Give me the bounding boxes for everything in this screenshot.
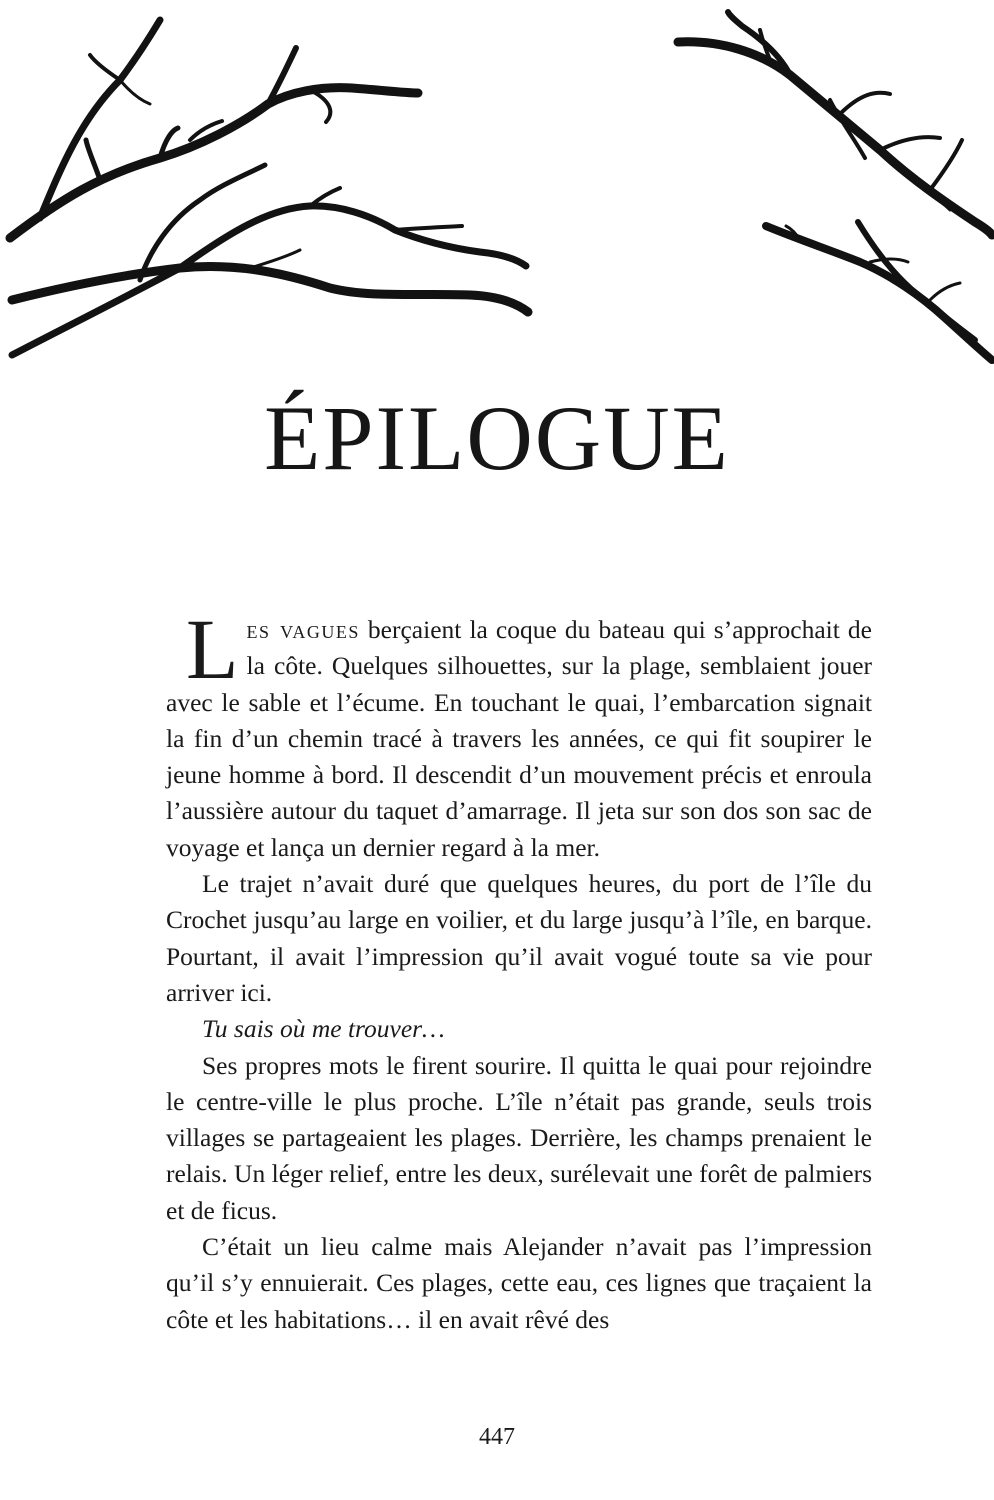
- paragraph-1: [166, 601, 872, 866]
- page-number: 447: [479, 1424, 515, 1450]
- right-branches: [678, 12, 992, 360]
- italic-thought-line: Tu sais où me trouver…: [202, 1014, 445, 1044]
- left-branches: [10, 20, 528, 355]
- paragraph-3: Ses propres mots le firent sourire. Il quitta le quai pour rejoindre le centre-ville le plus proche. L’île n’était pas grande, seuls trois villages se partageaient les plages. Derrière, les champs prenaient le relais. Un léger relief, entre les deux, surélevait une forêt de palmiers et de ficus.: [166, 1050, 872, 1225]
- body-text: [166, 601, 872, 1338]
- paragraph-2: Le trajet n’avait duré que quelques heures, du port de l’île du Crochet jusqu’au large en voilier, et du large jusqu’à l’île, en barque. Pourtant, il avait l’impression qu’il avait vogué toute sa vie pour arriver ici.: [166, 869, 872, 1007]
- paragraph-1-text: berçaient la coque du bateau qui s’approchait de la côte. Quelques silhouettes, sur la plage, semblaient jouer avec le sable et l’écume. En touchant le quai, l’embarcation signait la fin d’un chemin tracé à travers les années, ce qui fit soupirer le jeune homme à bord. Il descendit d’un mouvement précis et enroula l’aussière autour du taquet d’amarrage. Il jeta sur son dos son sac de voyage et lança un dernier regard à la mer.: [166, 615, 872, 862]
- tree-branches-illustration: [0, 0, 994, 380]
- chapter-title: ÉPILOGUE: [264, 387, 730, 489]
- paragraph-4: C’était un lieu calme mais Alejander n’avait pas l’impression qu’il s’y ennuierait. Ces plages, cette eau, ces lignes que traçaient la côte et les habitations… il en avait rêvé des: [166, 1232, 872, 1334]
- drop-cap: L: [186, 601, 239, 697]
- lead-words: es vagues: [246, 615, 360, 644]
